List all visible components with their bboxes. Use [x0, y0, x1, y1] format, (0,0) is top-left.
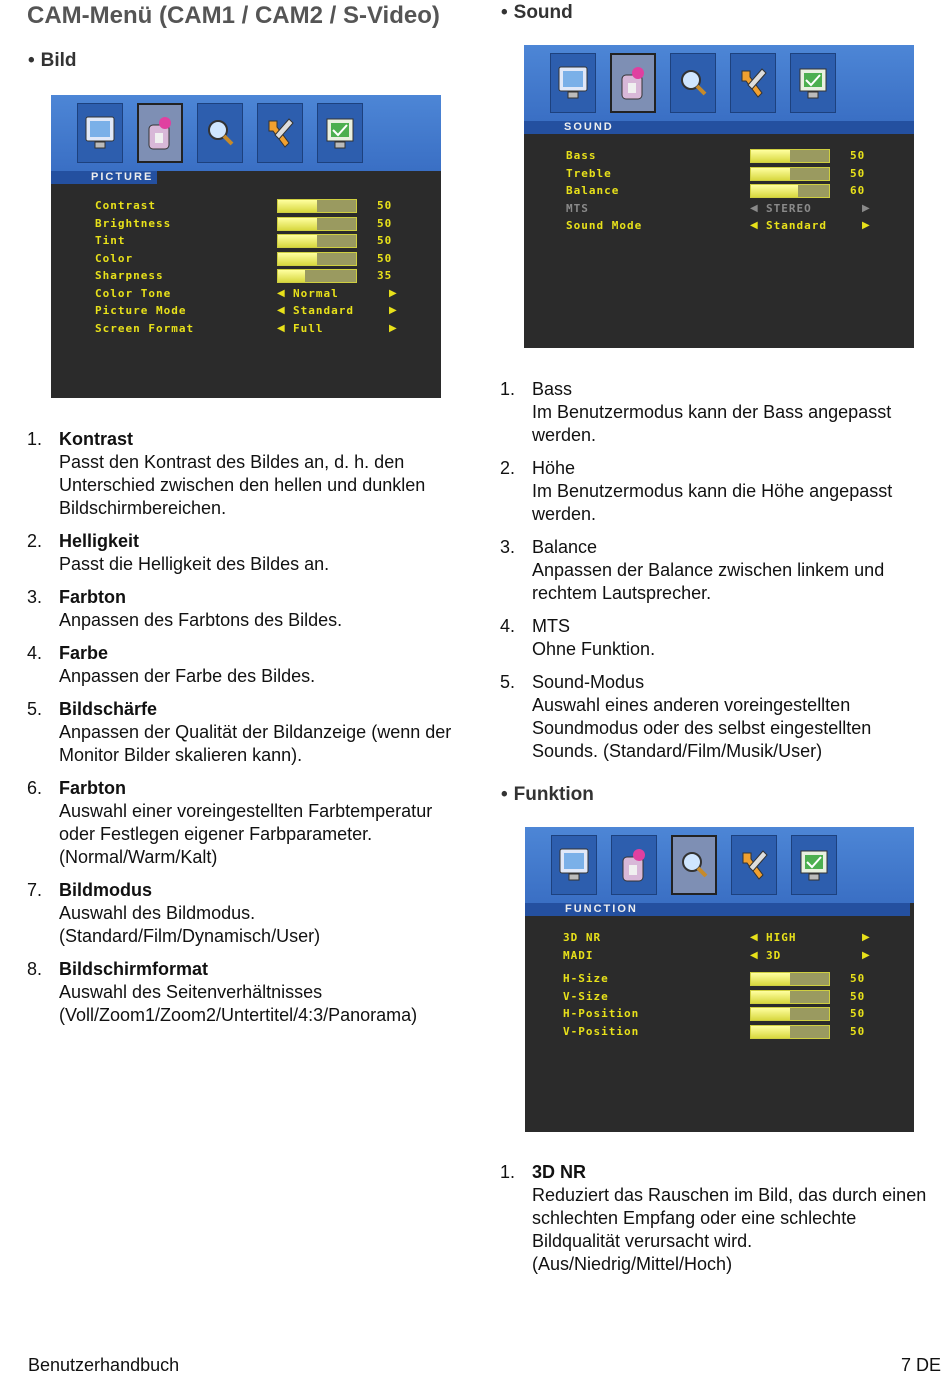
- list-item-number: 1.: [27, 429, 43, 449]
- sound-list: [500, 378, 930, 773]
- osd-row-label: Sound Mode: [566, 219, 643, 232]
- list-item-description: Anpassen der Farbe des Bildes.: [59, 666, 316, 686]
- osd-slider-fill: [751, 168, 790, 180]
- list-item-description: Anpassen der Qualität der Bildanzeige (wenn der Monitor Bilder skalieren kann).: [59, 722, 452, 765]
- tools-icon: [257, 103, 303, 163]
- osd-menu-label: FUNCTION: [525, 903, 910, 916]
- monitor-icon: [551, 835, 597, 895]
- osd-slider-value: 50: [377, 251, 393, 265]
- osd-option-value: Standard: [766, 219, 827, 232]
- list-item-title: Höhe: [532, 458, 576, 478]
- osd-option-value: STEREO: [766, 201, 812, 215]
- list-item-title: 3D NR: [532, 1162, 587, 1182]
- list-item: [27, 530, 467, 576]
- osd-slider: [277, 217, 357, 231]
- osd-slider-value: 50: [850, 989, 866, 1003]
- arrow-left-icon: ◀: [750, 220, 758, 231]
- arrow-right-icon: ▶: [389, 322, 397, 334]
- osd-row-label: V-Size: [563, 989, 609, 1003]
- osd-option-value: Normal: [293, 286, 339, 300]
- osd-option-value: HIGH: [766, 931, 797, 944]
- osd-row-label: Bass: [566, 149, 597, 162]
- osd-slider-value: 50: [377, 199, 393, 212]
- list-item: [500, 615, 930, 661]
- osd-slider-value: 50: [377, 216, 393, 230]
- osd-slider: [277, 252, 357, 266]
- osd-slider-fill: [278, 253, 317, 265]
- osd-slider: [277, 199, 357, 213]
- section-heading-label: Funktion: [513, 784, 594, 805]
- osd-icon-row: [550, 53, 836, 113]
- osd-picture-screenshot: [51, 95, 441, 398]
- list-item-title: Helligkeit: [59, 531, 140, 551]
- list-item-description: Ohne Funktion.: [532, 639, 656, 659]
- osd-slider: [277, 269, 357, 283]
- list-item-number: 5.: [500, 672, 516, 692]
- osd-menu-label: SOUND: [524, 121, 914, 134]
- list-item-title: Kontrast: [59, 429, 134, 449]
- list-item-number: 4.: [27, 643, 43, 663]
- list-item-title: Bildschirmformat: [59, 959, 209, 979]
- arrow-left-icon: ◀: [750, 202, 758, 214]
- arrow-right-icon: ▶: [862, 220, 870, 231]
- list-item: [27, 698, 467, 767]
- osd-row-label: Contrast: [95, 199, 156, 212]
- list-item-description: Auswahl einer voreingestellten Farbtemperatur oder Festlegen eigener Farbparameter. (Normal/Warm/Kalt): [59, 801, 433, 867]
- list-item-number: 1.: [500, 1162, 516, 1182]
- osd-slider: [750, 1025, 830, 1039]
- osd-slider: [750, 1007, 830, 1021]
- screen-check-icon: [791, 835, 837, 895]
- osd-slider-value: 50: [850, 1007, 866, 1020]
- osd-option-value: Full: [293, 321, 324, 335]
- list-item-number: 3.: [27, 587, 43, 607]
- list-item: [500, 457, 930, 526]
- section-heading-funktion: • Funktion: [501, 784, 594, 805]
- osd-slider-value: 50: [850, 1024, 866, 1038]
- osd-icon-row: [77, 103, 363, 163]
- osd-row-label: Color Tone: [95, 286, 172, 300]
- section-heading-bild: • Bild: [28, 50, 77, 71]
- media-icon: [611, 835, 657, 895]
- list-item-description: Passt die Helligkeit des Bildes an.: [59, 554, 330, 574]
- list-item-number: 6.: [27, 778, 43, 798]
- list-item-description: Reduziert das Rauschen im Bild, das durch einen schlechten Empfang oder eine schlechte Bildqualität verursacht wird. (Aus/Niedrig/Mittel/Hoch): [532, 1185, 927, 1274]
- list-item: [27, 958, 467, 1027]
- monitor-icon: [550, 53, 596, 113]
- osd-row-label: H-Size: [563, 972, 609, 985]
- osd-slider-value: 35: [377, 269, 393, 282]
- osd-menu-label: PICTURE: [51, 171, 157, 184]
- osd-slider-fill: [751, 1026, 790, 1038]
- list-item-title: Bildschärfe: [59, 699, 158, 719]
- list-item-title: Farbton: [59, 587, 126, 607]
- osd-slider-fill: [278, 218, 317, 230]
- list-item-title: Farbe: [59, 643, 109, 663]
- osd-row-label: MTS: [566, 201, 589, 215]
- media-icon: [137, 103, 183, 163]
- osd-row-label: Sharpness: [95, 269, 164, 282]
- search-icon: [670, 53, 716, 113]
- list-item-description: Im Benutzermodus kann der Bass angepasst werden.: [532, 402, 892, 445]
- tools-icon: [730, 53, 776, 113]
- osd-slider-fill: [278, 235, 317, 247]
- osd-row-label: Brightness: [95, 216, 172, 230]
- list-item-description: Auswahl des Seitenverhältnisses (Voll/Zoom1/Zoom2/Untertitel/4:3/Panorama): [59, 982, 418, 1025]
- list-item: [27, 428, 467, 520]
- arrow-left-icon: ◀: [277, 305, 285, 316]
- list-item-number: 8.: [27, 959, 43, 979]
- osd-sound-screenshot: [524, 45, 914, 348]
- osd-slider: [277, 234, 357, 248]
- screen-check-icon: [790, 53, 836, 113]
- list-item-number: 3.: [500, 537, 516, 557]
- osd-row-label: Picture Mode: [95, 304, 187, 317]
- osd-row-label: Balance: [566, 184, 620, 197]
- arrow-right-icon: ▶: [862, 932, 870, 943]
- arrow-left-icon: ◀: [750, 949, 758, 961]
- osd-slider-fill: [278, 270, 305, 282]
- osd-option-value: Standard: [293, 304, 354, 317]
- section-heading-label: Sound: [513, 2, 573, 23]
- list-item-description: Auswahl des Bildmodus. (Standard/Film/Dynamisch/User): [59, 903, 321, 946]
- arrow-right-icon: ▶: [862, 202, 870, 214]
- list-item: [500, 1161, 940, 1276]
- list-item: [27, 879, 467, 948]
- osd-slider-value: 50: [850, 166, 866, 180]
- list-item-number: 2.: [27, 531, 43, 551]
- osd-option-value: 3D: [766, 948, 782, 962]
- osd-icon-row: [551, 835, 837, 895]
- osd-row-label: 3D NR: [563, 931, 602, 944]
- monitor-icon: [77, 103, 123, 163]
- list-item-title: MTS: [532, 616, 570, 636]
- arrow-left-icon: ◀: [277, 287, 285, 299]
- arrow-left-icon: ◀: [750, 932, 758, 943]
- list-item-description: Passt den Kontrast des Bildes an, d. h. den Unterschied zwischen den hellen und dunklen Bildschirmbereichen.: [59, 452, 426, 518]
- section-heading-sound: • Sound: [501, 2, 573, 23]
- arrow-right-icon: ▶: [862, 949, 870, 961]
- list-item-number: 5.: [27, 699, 43, 719]
- osd-row-label: MADI: [563, 948, 594, 962]
- osd-row-label: Tint: [95, 234, 126, 247]
- osd-slider-fill: [751, 150, 790, 162]
- list-item-number: 7.: [27, 880, 43, 900]
- osd-slider-fill: [751, 185, 798, 197]
- osd-row-label: H-Position: [563, 1007, 640, 1020]
- bild-list: [27, 428, 467, 1037]
- osd-row-label: Screen Format: [95, 321, 195, 335]
- osd-row-label: Color: [95, 251, 134, 265]
- list-item-description: Im Benutzermodus kann die Höhe angepasst werden.: [532, 481, 893, 524]
- osd-slider: [750, 149, 830, 163]
- footer-manual-title: Benutzerhandbuch: [28, 1355, 180, 1375]
- osd-row-label: Treble: [566, 166, 612, 180]
- arrow-right-icon: ▶: [389, 287, 397, 299]
- list-item-title: Sound-Modus: [532, 672, 645, 692]
- list-item-title: Bass: [532, 379, 573, 399]
- osd-slider-fill: [751, 1008, 790, 1020]
- osd-function-screenshot: [525, 827, 914, 1132]
- funktion-list: [500, 1161, 940, 1286]
- osd-slider-value: 50: [850, 972, 866, 985]
- screen-check-icon: [317, 103, 363, 163]
- list-item-description: Anpassen der Balance zwischen linkem und rechtem Lautsprecher.: [532, 560, 885, 603]
- search-icon: [197, 103, 243, 163]
- osd-slider: [750, 990, 830, 1004]
- osd-slider-fill: [278, 200, 317, 212]
- list-item: [500, 378, 930, 447]
- osd-slider: [750, 972, 830, 986]
- list-item: [500, 671, 930, 763]
- osd-slider-value: 50: [377, 234, 393, 247]
- list-item: [27, 777, 467, 869]
- osd-slider-value: 50: [850, 149, 866, 162]
- section-heading-label: Bild: [40, 50, 77, 71]
- media-icon: [610, 53, 656, 113]
- list-item-title: Balance: [532, 537, 598, 557]
- list-item: [27, 586, 467, 632]
- arrow-left-icon: ◀: [277, 322, 285, 334]
- list-item-description: Auswahl eines anderen voreingestellten Soundmodus oder des selbst eingestellten Sounds. (Standard/Film/Musik/User): [532, 695, 872, 761]
- list-item: [500, 536, 930, 605]
- list-item: [27, 642, 467, 688]
- search-icon: [671, 835, 717, 895]
- list-item-description: Anpassen des Farbtons des Bildes.: [59, 610, 343, 630]
- list-item-title: Farbton: [59, 778, 126, 798]
- osd-slider: [750, 184, 830, 198]
- arrow-right-icon: ▶: [389, 305, 397, 316]
- list-item-title: Bildmodus: [59, 880, 152, 900]
- osd-row-label: V-Position: [563, 1024, 640, 1038]
- list-item-number: 4.: [500, 616, 516, 636]
- list-item-number: 1.: [500, 379, 516, 399]
- osd-slider-fill: [751, 973, 790, 985]
- osd-slider-value: 60: [850, 184, 866, 197]
- osd-slider-fill: [751, 991, 790, 1003]
- osd-slider: [750, 167, 830, 181]
- page-title: CAM-Menü (CAM1 / CAM2 / S-Video): [27, 2, 440, 29]
- footer-page-number: 7 DE: [900, 1355, 941, 1375]
- tools-icon: [731, 835, 777, 895]
- list-item-number: 2.: [500, 458, 516, 478]
